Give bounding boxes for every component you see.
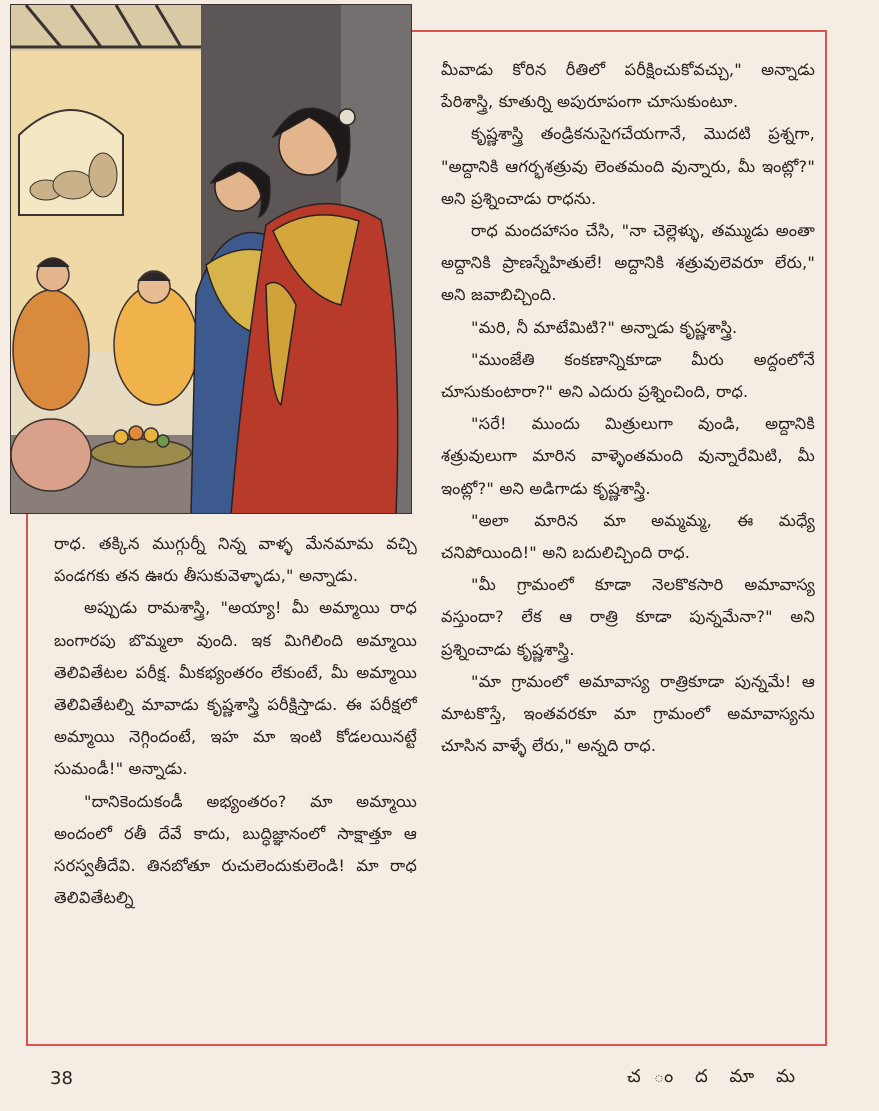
story-illustration <box>10 4 412 514</box>
magazine-name: చ ం ద మా మ <box>626 1066 803 1087</box>
paragraph: "సరే! ముందు మిత్రులుగా వుండి, అద్దానికి శత్రువులుగా మారిన వాళ్ళెంతమంది వున్నారేమిటి, మీ ఇంట్లో?" అని అడిగాడు కృష్ణశాస్త్రి. <box>441 414 815 498</box>
left-text-column <box>54 528 417 914</box>
paragraph: "అలా మారిన మా అమ్మమ్మ, ఈ మధ్యే చనిపోయింది!" అని బదులిచ్చింది రాధ. <box>441 510 815 563</box>
paragraph: కృష్ణశాస్త్రి తండ్రికనుసైగచేయగానే, మొదటి ప్రశ్నగా, "అద్దానికి ఆగర్భశత్రువు లెంతమంది వున్నారు, మీ ఇంట్లో?" అని ప్రశ్నించాడు రాధను. <box>441 124 815 208</box>
paragraph: "ముంజేతి కంకణాన్నికూడా మీరు అద్దంలోనే చూసుకుంటారా?" అని ఎదురు ప్రశ్నించింది, రాధ. <box>441 349 815 402</box>
paragraph: "మా గ్రామంలో అమావాస్య రాత్రికూడా పున్నమే! ఆ మాటకొస్తే, ఇంతవరకూ మా గ్రామంలో అమావాస్యను చూసిన వాళ్ళే లేరు," అన్నది రాధ. <box>441 671 815 756</box>
paragraph: "మరి, నీ మాటేమిటి?" అన్నాడు కృష్ణశాస్త్రి. <box>471 317 738 337</box>
right-text-column <box>441 54 815 762</box>
illustration-drawing <box>11 5 412 514</box>
paragraph: రాధ. తక్కిన ముగ్గుర్నీ నిన్న వాళ్ళ మేనమామ వచ్చి పండగకు తన ఊరు తీసుకువెళ్ళాడు," అన్నాడు. <box>54 534 417 586</box>
paragraph: రాధ మందహాసం చేసి, "నా చెల్లెళ్ళు, తమ్ముడు అంతా అద్దానికి ప్రాణస్నేహితులే! అద్దానికి శత్రువులెవరూ లేరు," అని జవాబిచ్చింది. <box>441 221 815 305</box>
paragraph: "దానికెందుకండీ అభ్యంతరం? మా అమ్మాయి అందంలో రతీ దేవే కాదు, బుద్ధిజ్ఞానంలో సాక్షాత్తూ ఆ సరస్వతీదేవి. తినబోతూ రుచులెందుకులెండి! మా రాధ తెలివితేటల్ని <box>54 791 417 908</box>
paragraph: మీవాడు కోరిన రీతిలో పరీక్షించుకోవచ్చు," అన్నాడు పేరిశాస్త్రి, కూతుర్ని అపురూపంగా చూసుకుంటూ. <box>441 60 815 112</box>
page-number: 38 <box>50 1068 73 1089</box>
paragraph: అప్పుడు రామశాస్త్రి, "అయ్యా! మీ అమ్మాయి రాధ బంగారపు బొమ్మలా వుంది. ఇక మిగిలింది అమ్మాయి తెలివితేటల పరీక్ష. మీకభ్యంతరం లేకుంటే, మీ అమ్మాయి తెలివితేటల్ని మావాడు కృష్ణశాస్త్రి పరీక్షిస్తాడు. ఈ పరీక్షలో అమ్మాయి నెగ్గిందంటే, ఇహ మా ఇంటి కోడలయినట్టే సుమండీ!" అన్నాడు. <box>54 598 417 779</box>
paragraph: "మీ గ్రామంలో కూడా నెలకొకసారి అమావాస్య వస్తుందా? లేక ఆ రాత్రి కూడా పున్నమేనా?" అని ప్రశ్నించాడు కృష్ణశాస్త్రి. <box>441 575 815 659</box>
